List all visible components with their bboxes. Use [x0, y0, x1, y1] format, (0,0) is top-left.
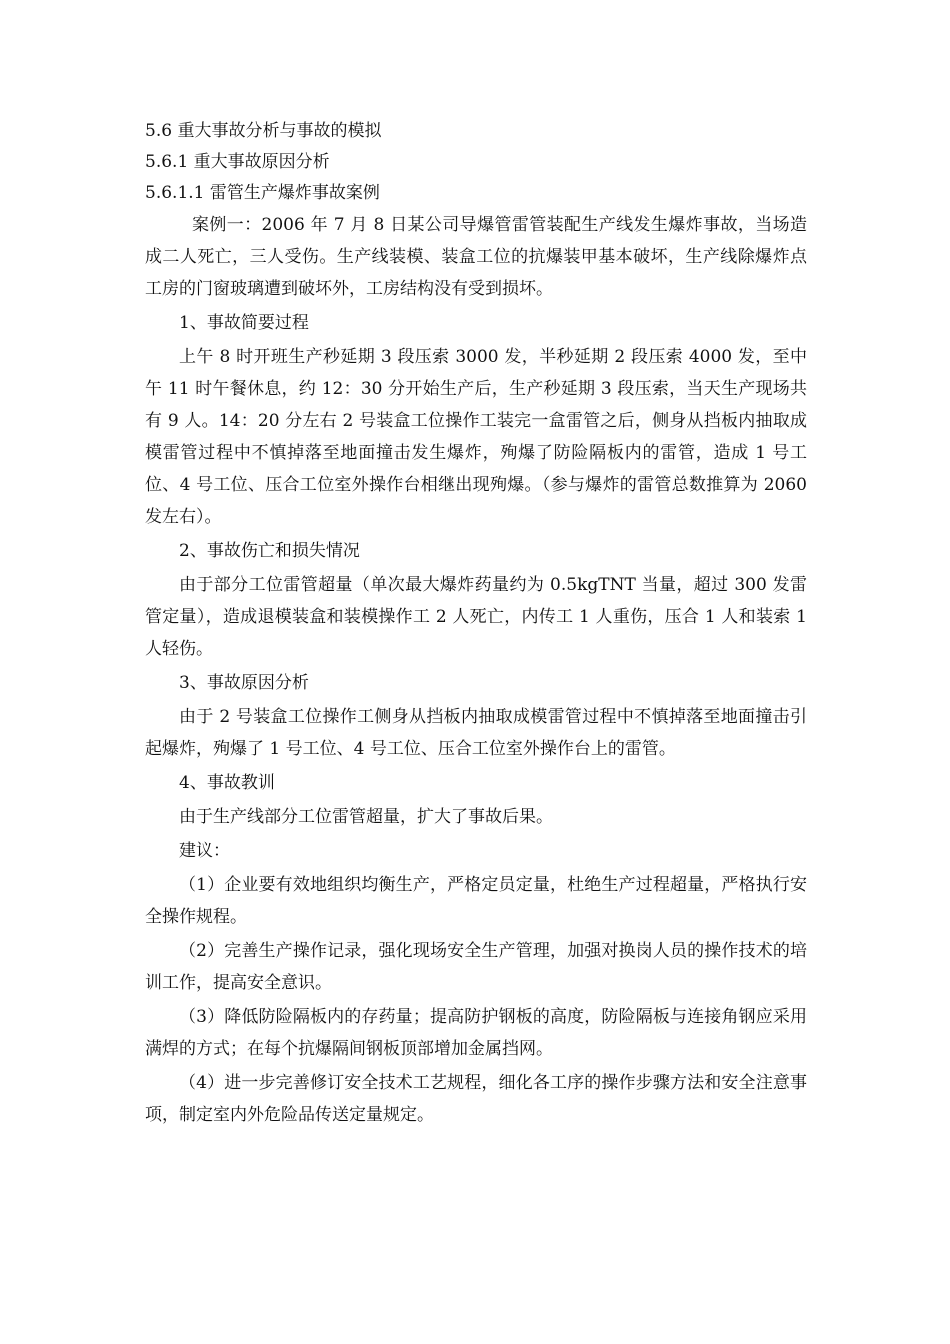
section-4-body: 由于生产线部分工位雷管超量，扩大了事故后果。: [179, 807, 553, 827]
suggestion-title: 建议：: [179, 841, 230, 861]
suggestion-2: （2）完善生产操作记录，强化现场安全生产管理，加强对换岗人员的操作技术的培训工作，提高安全意识。: [145, 941, 807, 993]
section-4-title: 4、事故教训: [179, 773, 275, 793]
suggestion-4: （4）进一步完善修订安全技术工艺规程，细化各工序的操作步骤方法和安全注意事项，制定室内外危险品传送定量规定。: [145, 1073, 807, 1125]
section-3-title: 3、事故原因分析: [179, 673, 309, 693]
heading-5-6-1: 5.6.1 重大事故原因分析: [145, 152, 330, 172]
suggestion-3: （3）降低防险隔板内的存药量；提高防护钢板的高度，防险隔板与连接角钢应采用满焊的方式；在每个抗爆隔间钢板顶部增加金属挡网。: [145, 1007, 807, 1059]
section-3-body: 由于 2 号装盒工位操作工侧身从挡板内抽取成模雷管过程中不慎掉落至地面撞击引起爆炸，殉爆了 1 号工位、4 号工位、压合工位室外操作台上的雷管。: [145, 707, 807, 759]
suggestion-1: （1）企业要有效地组织均衡生产，严格定员定量，杜绝生产过程超量，严格执行安全操作规程。: [145, 875, 807, 927]
heading-5-6-1-1: 5.6.1.1 雷管生产爆炸事故案例: [145, 183, 380, 203]
section-2-body: 由于部分工位雷管超量（单次最大爆炸药量约为 0.5kgTNT 当量，超过 300 发雷管定量），造成退模装盒和装模操作工 2 人死亡，内传工 1 人重伤，压合 1 人和装索 1 人轻伤。: [145, 575, 807, 659]
section-1-title: 1、事故简要过程: [179, 313, 309, 333]
heading-5-6: 5.6 重大事故分析与事故的模拟: [145, 121, 382, 141]
section-2-title: 2、事故伤亡和损失情况: [179, 541, 360, 561]
document-body: [145, 116, 807, 1133]
case-one-paragraph: 案例一：2006 年 7 月 8 日某公司导爆管雷管装配生产线发生爆炸事故，当场造成二人死亡，三人受伤。生产线装模、装盒工位的抗爆装甲基本破坏，生产线除爆炸点工房的门窗玻璃遭到破坏外，工房结构没有受到损坏。: [145, 215, 807, 299]
section-1-body: 上午 8 时开班生产秒延期 3 段压索 3000 发，半秒延期 2 段压索 4000 发，至中午 11 时午餐休息，约 12：30 分开始生产后，生产秒延期 3 段压索，当天生产现场共有 9 人。14：20 分左右 2 号装盒工位操作工装完一盒雷管之后，侧身从挡板内抽取成模雷管过程中不慎掉落至地面撞击发生爆炸，殉爆了防险隔板内的雷管，造成 1 号工位、4 号工位、压合工位室外操作台相继出现殉爆。（参与爆炸的雷管总数推算为 2060 发左右）。: [145, 347, 807, 527]
